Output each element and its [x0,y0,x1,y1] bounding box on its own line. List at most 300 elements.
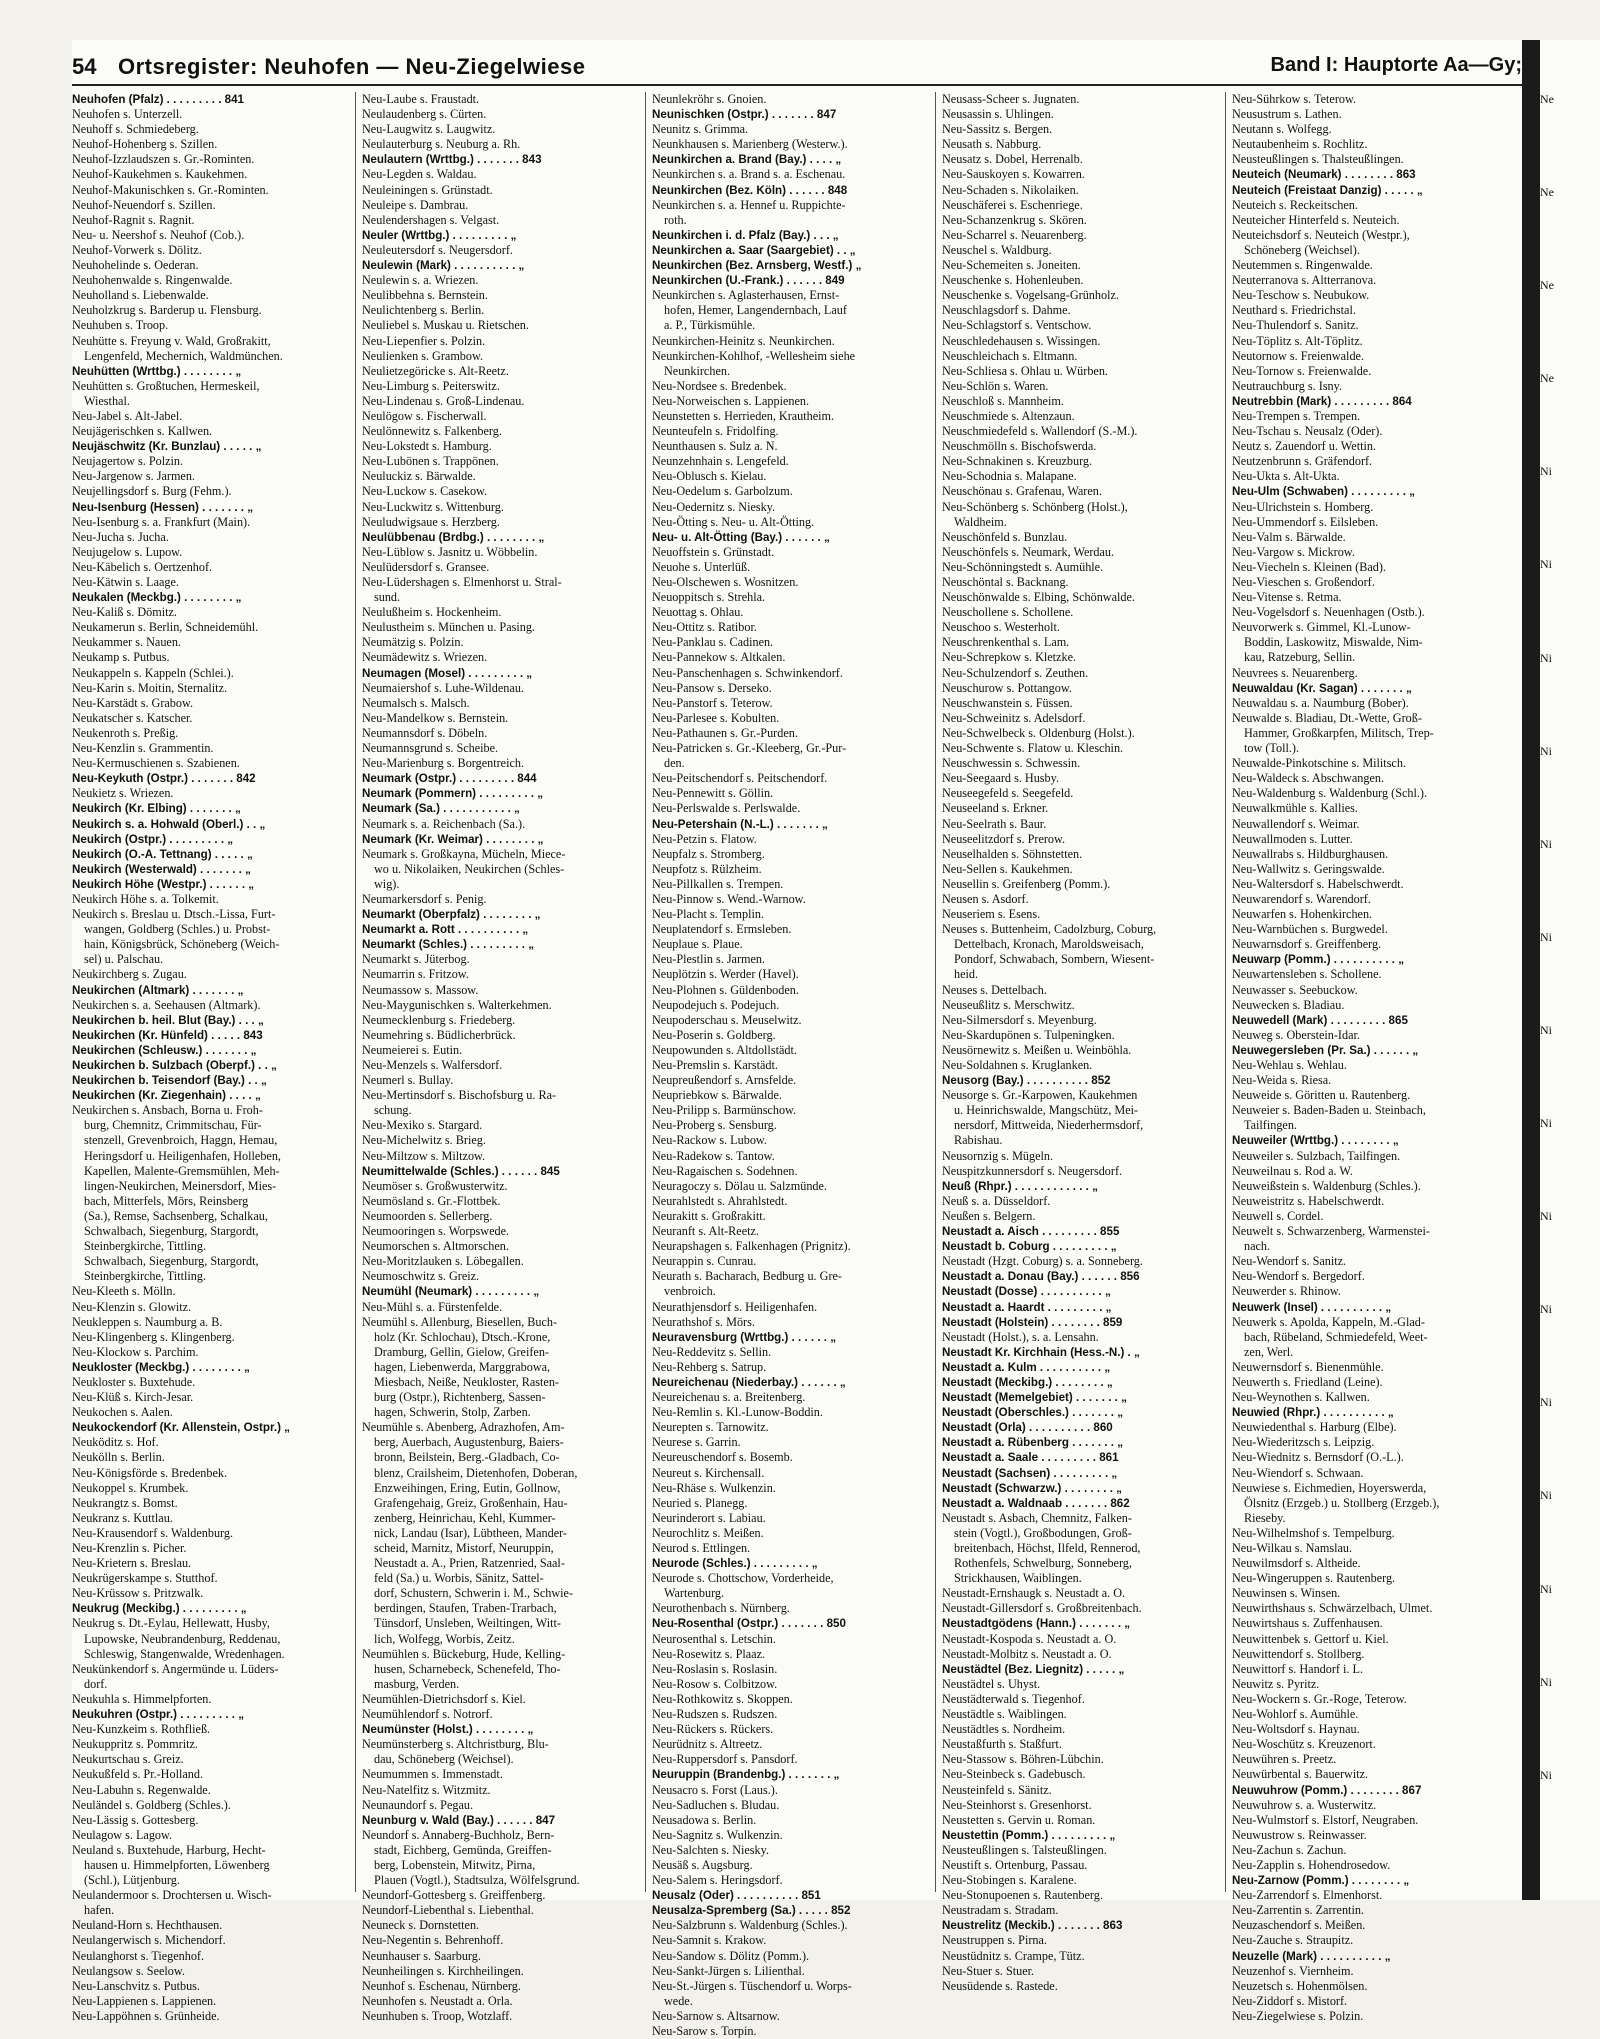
index-entry: Neumarkt s. Jüterbog. [362,952,470,967]
index-entry: hagen, Schwerin, Stolp, Zarben. [374,1405,531,1420]
index-entry: Neunhof s. Eschenau, Nürnberg. [362,1978,521,1993]
index-entry: Neustadt a. Aisch . . . . . . . . . 855 [942,1225,1120,1239]
index-entry: Neu-Schweinitz s. Adelsdorf. [942,710,1086,725]
index-entry: Neunlekröhr s. Gnoien. [652,92,767,106]
index-entry: Neumeierei s. Eutin. [362,1042,463,1057]
index-entry: Neulußheim s. Hockenheim. [362,605,502,620]
index-entry: Neu-Waldenburg s. Waldenburg (Schl.). [1232,786,1428,801]
index-entry: Neu-Viecheln s. Kleinen (Bad). [1232,559,1386,574]
index-entry: Neustadt (Holstein) . . . . . . . . 859 [942,1315,1123,1329]
index-entry: Neuwürbental s. Bauerwitz. [1232,1767,1369,1782]
index-entry: Neu-Valm s. Bärwalde. [1232,529,1346,544]
index-entry: Neureuschendorf s. Bosemb. [652,1450,793,1465]
index-entry: Neu-Lindenau s. Groß-Lindenau. [362,393,525,408]
index-entry: stenzell, Grevenbroich, Haggn, Hemau, [84,1133,278,1148]
index-entry: Neuschwanstein s. Füssen. [942,695,1073,710]
index-entry: Neulendershagen s. Velgast. [362,212,500,227]
index-entry: Neumarkt (Schles.) . . . . . . . . . „ [362,938,535,952]
index-entry: hofen, Hemer, Langendernbach, Lauf [664,303,847,318]
index-column-4 [942,92,1226,1993]
index-entry: Neupreußendorf s. Arnsfelde. [652,1073,797,1088]
index-entry: holz (Kr. Schlochau), Dtsch.-Krone, [374,1329,551,1344]
index-entry: Neu-Luckow s. Casekow. [362,484,488,499]
index-entry: Neu-Mandelkow s. Bernstein. [362,710,509,725]
index-column-1 [72,92,356,2023]
index-entry: Neusassin s. Uhlingen. [942,107,1054,122]
index-entry: Neunhofen s. Neustadt a. Orla. [362,1993,513,2008]
index-entry: Neu-Proberg s. Sensburg. [652,1118,777,1133]
margin-fragment: Ni [1540,1581,1552,1596]
index-entry: Neunzehnhain s. Lengefeld. [652,454,789,469]
index-entry: Neukochen s. Aalen. [72,1405,173,1420]
index-entry: Neuhof-Ragnit s. Ragnit. [72,212,195,227]
index-entry: Neuzetsch s. Hohenmölsen. [1232,1978,1368,1993]
index-entry: Neu-Stobingen s. Karalene. [942,1873,1077,1888]
index-entry: Neutzenbrunn s. Gräfendorf. [1232,454,1373,469]
index-entry: Neukrug s. Dt.-Eylau, Hellewatt, Husby, [72,1616,270,1631]
index-entry: Neulanghorst s. Tiegenhof. [72,1948,205,1963]
index-entry: Neukatscher s. Katscher. [72,710,193,725]
index-entry: hafen. [84,1903,115,1918]
index-entry: Neuwustrow s. Reinwasser. [1232,1827,1367,1842]
index-entry: Neuoppitsch s. Strehla. [652,590,766,605]
index-entry: Neu-Pansow s. Derseko. [652,680,772,695]
index-entry: Neustadtgödens (Hann.) . . . . . . . „ [942,1617,1131,1631]
index-entry: Neuwegersleben (Pr. Sa.) . . . . . . „ [1232,1043,1419,1057]
index-entry: Neu-Kaliß s. Dömitz. [72,605,177,620]
index-entry: Neu-Olschewen s. Wosnitzen. [652,575,799,589]
index-entry: Neu-Rehberg s. Satrup. [652,1359,767,1374]
index-entry: Neuseegefeld s. Seegefeld. [942,786,1074,801]
index-entry: bach, Mitterfels, Mörs, Reinsberg [84,1193,249,1208]
index-entry: berg, Auerbach, Augustenburg, Baiers- [374,1435,564,1450]
index-entry: Neuschollene s. Schollene. [942,605,1074,620]
index-entry: Neu-Radekow s. Tantow. [652,1148,775,1163]
index-entry: Neuranft s. Alt-Reetz. [652,1224,759,1239]
index-entry: Neukuhla s. Himmelpforten. [72,1691,212,1706]
index-entry: Neulietzegöricke s. Alt-Reetz. [362,363,509,378]
index-entry: Neureichenau s. a. Breitenberg. [652,1390,806,1405]
index-entry: Neumehring s. Büdlicherbrück. [362,1027,516,1042]
index-entry: Neuwernsdorf s. Bienenmühle. [1232,1359,1384,1374]
index-entry: Neusteinfeld s. Sänitz. [942,1782,1052,1797]
index-entry: Neukleppen s. Naumburg a. B. [72,1314,223,1329]
index-entry: dorf, Schustern, Schwerin i. M., Schwie- [374,1586,574,1601]
index-entry: Heringsdorf u. Heiligenhafen, Holleben, [84,1148,281,1163]
index-entry: Neuselhalden s. Söhnstetten. [942,846,1083,861]
index-entry: heid. [954,967,979,982]
index-entry: Neu-Ruppersdorf s. Pansdorf. [652,1752,798,1767]
index-entry: Neumoschwitz s. Greiz. [362,1269,480,1284]
index-entry: burg, Chemnitz, Crimmitschau, Für- [84,1118,262,1133]
index-entry: Neuländel s. Goldberg (Schles.). [72,1797,231,1812]
index-entry: Neu-Trempen s. Trempen. [1232,408,1361,423]
margin-fragment: Ni [1540,1209,1552,1224]
index-entry: Neuholzkrug s. Barderup u. Flensburg. [72,303,262,318]
index-entry: Neustadt (Dosse) . . . . . . . . . . „ [942,1285,1111,1299]
index-entry: Neuköditz s. Hof. [72,1435,159,1450]
index-entry: Neustadt b. Coburg . . . . . . . . . „ [942,1240,1117,1254]
index-entry: Neulandermoor s. Drochtersen u. Wisch- [72,1888,272,1903]
index-entry: Neu- u. Neershof s. Neuhof (Cob.). [72,227,245,242]
index-entry: Neunkirchen (U.-Frank.) . . . . . . 849 [652,274,845,288]
index-entry: Lengenfeld, Mechernich, Waldmünchen. [84,348,283,363]
index-entry: Neuleiningen s. Grünstadt. [362,182,493,197]
index-column-3 [652,92,936,2038]
index-entry: Waldheim. [954,514,1007,529]
index-entry: Neuhof-Vorwerk s. Dölitz. [72,242,202,257]
index-entry: Neulichtenberg s. Berlin. [362,303,485,318]
index-entry: Neu-Schwente s. Flatow u. Kleschin. [942,741,1124,756]
index-entry: Neuschloß s. Mannheim. [942,393,1064,408]
index-entry: Neu-Thulendorf s. Sanitz. [1232,318,1359,333]
index-entry: Neu-Petershain (N.-L.) . . . . . . . „ [652,817,828,831]
index-entry: Neukurtschau s. Greiz. [72,1752,184,1767]
index-entry: Neunitz s. Grimma. [652,122,749,137]
index-entry: Neurathjensdorf s. Heiligenhafen. [652,1299,818,1314]
index-entry: Neustaßfurth s. Staßfurt. [942,1737,1062,1752]
index-entry: Neutornow s. Freienwalde. [1232,348,1364,363]
index-entry: Neuplatendorf s. Ermsleben. [652,922,792,937]
index-entry: Neutemmen s. Ringenwalde. [1232,258,1373,273]
index-entry: Neuottag s. Ohlau. [652,605,744,620]
index-entry: Neukirch Höhe (Westpr.) . . . . . . „ [72,877,255,891]
index-entry: Neuplaue s. Plaue. [652,937,743,952]
index-entry: Neuses s. Dettelbach. [942,982,1047,997]
index-entry: Neupowunden s. Altdollstädt. [652,1042,797,1057]
index-entry: Neuschmiede s. Altenzaun. [942,408,1075,423]
index-entry: Neustadt a. A., Prien, Ratzenried, Saal- [374,1556,565,1571]
index-entry: Neuholland s. Liebenwalde. [72,288,209,303]
index-entry: Neustädtles s. Nordheim. [942,1722,1066,1737]
index-entry: Neumöser s. Großwusterwitz. [362,1178,508,1193]
index-entry: Neustadt (Schwarzw.) . . . . . . . . „ [942,1481,1122,1495]
margin-fragment: Ne [1540,92,1554,106]
index-entry: wo u. Nikolaiken, Neukirchen (Schles- [374,861,565,876]
index-entry: Neu-Oblusch s. Kielau. [652,469,767,484]
index-entry: masburg, Verden. [374,1676,460,1691]
index-entry: Neuwittorf s. Handorf i. L. [1232,1661,1363,1676]
index-entry: Neu-Zauche s. Straupitz. [1232,1933,1354,1948]
index-entry: Neumarrin s. Fritzow. [362,967,469,982]
index-entry: Neuwarfen s. Hohenkirchen. [1232,907,1373,922]
index-entry: Neuwarendorf s. Warendorf. [1232,891,1371,906]
index-entry: Neuwaldau (Kr. Sagan) . . . . . . . „ [1232,681,1412,695]
index-entry: Neu-Perlswalde s. Perlswalde. [652,801,801,816]
index-entry: Neuruppin (Brandenbg.) . . . . . . . „ [652,1768,840,1782]
index-entry: Neu-Zarrentin s. Zarrentin. [1232,1903,1364,1918]
index-entry: Neu-Zachun s. Zachun. [1232,1842,1347,1857]
index-entry: Neuravensburg (Wrttbg.) . . . . . . „ [652,1330,837,1344]
index-entry: Neunburg v. Wald (Bay.) . . . . . . 847 [362,1813,556,1827]
index-entry: (Sa.), Remse, Sachsenberg, Schalkau, [84,1208,268,1223]
index-entry: burg (Ostpr.), Richtenberg, Sassen- [374,1390,546,1405]
index-entry: Neu-Sadluchen s. Bludau. [652,1797,780,1812]
index-entry: Neu-Wulmstorf s. Elstorf, Neugraben. [1232,1812,1419,1827]
index-entry: Neumaiershof s. Luhe-Wildenau. [362,680,524,695]
index-entry: Neu-Schlagstorf s. Ventschow. [942,318,1092,333]
index-entry: scheid, Marnitz, Mistorf, Neuruppin, [374,1541,554,1555]
index-entry: Neu-Wallwitz s. Geringswalde. [1232,861,1385,876]
index-entry: Neuler (Wrttbg.) . . . . . . . . . „ [362,228,517,242]
index-entry: Neustädterwald s. Tiegenhof. [942,1691,1085,1706]
index-entry: Neuwelt s. Schwarzenberg, Warmenstei- [1232,1224,1430,1239]
index-entry: nick, Landau (Isar), Lübtheen, Mander- [374,1525,567,1540]
index-entry: Neuwallmoden s. Lutter. [1232,831,1353,846]
index-entry: Neu-Krietern s. Breslau. [72,1556,192,1571]
index-entry: Neumühlendorf s. Notrorf. [362,1707,493,1722]
index-entry: Neu-Oedelum s. Garbolzum. [652,484,793,499]
index-entry: Neuhof-Neuendorf s. Szillen. [72,197,216,212]
index-entry: Dettelbach, Kronach, Maroldsweisach, [954,937,1144,952]
index-entry: berdingen, Staufen, Traben-Trarbach, [374,1601,557,1616]
index-entry: Neurathshof s. Mörs. [652,1314,755,1329]
index-entry: Neukrug (Meckibg.) . . . . . . . . . „ [72,1602,247,1616]
index-entry: Neu-Sellen s. Kaukehmen. [942,861,1073,876]
index-entry: Neukünkendorf s. Angermünde u. Lüders- [72,1661,279,1676]
index-entry: nersdorf, Mittweida, Niederhermsdorf, [954,1118,1144,1133]
index-entry: Neu-Rhäse s. Wulkenzin. [652,1480,776,1495]
index-entry: Neu-Jabel s. Alt-Jabel. [72,408,183,423]
margin-fragment: Ni [1540,1395,1552,1410]
index-entry: kau, Ratzeburg, Sellin. [1244,650,1356,665]
index-entry: Neuhuben s. Troop. [72,318,169,333]
index-entry: Neuweiler (Wrttbg.) . . . . . . . . „ [1232,1134,1399,1148]
index-entry: Neukirch (Westerwald) . . . . . . . „ [72,862,251,876]
index-entry: Neumühl s. Allenburg, Biesellen, Buch- [362,1314,558,1329]
index-entry: Neu-Zapplin s. Hohendrosedow. [1232,1857,1391,1872]
index-entry: Neustadt-Kospoda s. Neustadt a. O. [942,1631,1117,1646]
index-entry: Neuwittenbek s. Gettorf u. Kiel. [1232,1631,1389,1646]
index-entry: Neujäschwitz (Kr. Bunzlau) . . . . . „ [72,440,262,454]
index-entry: Neu-Vitense s. Retma. [1232,590,1342,605]
index-entry: Neu-Woltsdorf s. Haynau. [1232,1722,1360,1737]
index-entry: Neustift s. Ortenburg, Passau. [942,1857,1088,1872]
index-entry: Neu-Menzels s. Walfersdorf. [362,1058,503,1072]
margin-fragment: Ne [1540,185,1554,200]
index-entry: Neulögow s. Fischerwall. [362,408,487,423]
index-entry: Neulangerwisch s. Michendorf. [72,1933,226,1948]
index-entry: Neuthard s. Friedrichstal. [1232,303,1356,318]
index-entry: Neurod s. Ettlingen. [652,1541,751,1555]
index-entry: Neunstetten s. Herrieden, Krautheim. [652,408,835,423]
index-entry: Neujellingsdorf s. Burg (Fehm.). [72,484,232,499]
index-entry: Neustadt (Memelgebiet) . . . . . . . „ [942,1391,1127,1405]
index-entry: Neuhoff s. Schmiedeberg. [72,122,199,137]
index-entry: Neuohe s. Unterlüß. [652,559,751,574]
index-entry: Neu-Ukta s. Alt-Ukta. [1232,469,1340,484]
index-entry: wangen, Goldberg (Schles.) u. Probst- [84,922,271,937]
index-entry: Neusalz (Oder) . . . . . . . . . . 851 [652,1889,821,1903]
index-entry: Neupfalz s. Stromberg. [652,846,765,861]
index-entry: Neuwecken s. Bladiau. [1232,997,1345,1012]
index-entry: Neukirch Höhe s. a. Tolkemit. [72,891,219,906]
index-entry: Neuweide s. Göritten u. Rautenberg. [1232,1088,1411,1103]
index-entry: Neurosenthal s. Letschin. [652,1631,776,1646]
index-entry: Neu-Klüß s. Kirch-Jesar. [72,1390,194,1405]
index-entry: Neu-Jucha s. Jucha. [72,529,169,544]
index-entry: Neu-Pinnow s. Wend.-Warnow. [652,891,806,906]
index-entry: Neunkirchen s. Aglasterhausen, Ernst- [652,288,840,303]
index-entry: Neupoderschau s. Meuselwitz. [652,1012,802,1027]
index-entry: Neu-Peitschendorf s. Peitschendorf. [652,771,828,786]
index-entry: Neuvrees s. Neuarenberg. [1232,665,1358,680]
index-entry: Neuwalde-Pinkotschine s. Militsch. [1232,756,1406,771]
index-entry: Neu-Tornow s. Freienwalde. [1232,363,1372,378]
margin-fragment: Ni [1540,1767,1552,1782]
index-entry: Neukloster (Meckbg.) . . . . . . . . „ [72,1360,250,1374]
index-entry: Neu-St.-Jürgen s. Tüschendorf u. Worps- [652,1978,852,1993]
index-entry: Neu-Petzin s. Flatow. [652,831,757,846]
index-entry: Neu-Sankt-Jürgen s. Lilienthal. [652,1963,805,1978]
index-entry: Neutrebbin (Mark) . . . . . . . . . 864 [1232,394,1412,408]
index-entry: Neusalza-Spremberg (Sa.) . . . . . 852 [652,1904,851,1918]
index-entry: Neu-Königsförde s. Bredenbek. [72,1465,228,1480]
index-entry: Neuwedell (Mark) . . . . . . . . . 865 [1232,1013,1408,1027]
index-entry: Neurese s. Garrin. [652,1435,741,1450]
index-entry: lich, Wolfegg, Worbis, Zeitz. [374,1631,515,1646]
index-entry: Neuwiese s. Eichmedien, Hoyerswerda, [1232,1480,1427,1495]
index-entry: Neustadt a. Saale . . . . . . . . . 861 [942,1451,1119,1465]
index-entry: Neukuppritz s. Pommritz. [72,1737,198,1752]
index-entry: stein (Vogtl.), Großbodungen, Groß- [954,1525,1132,1540]
index-entry: Neu-Rackow s. Lubow. [652,1133,767,1148]
margin-fragment: Ni [1540,929,1552,944]
index-entry: Neuwirthshaus s. Schwärzelbach, Ulmet. [1232,1601,1433,1616]
index-entry: Neunhuben s. Troop, Wotzlaff. [362,2008,513,2023]
index-entry: Neuzelle (Mark) . . . . . . . . . . „ [1232,1949,1391,1963]
index-entry: Neuterranova s. Altterranova. [1232,273,1377,288]
index-entry: Neu-Schliesa s. Ohlau u. Würben. [942,363,1108,378]
index-entry: Neu-Wendorf s. Sanitz. [1232,1254,1347,1269]
index-entry: Neukamerun s. Berlin, Schneidemühl. [72,620,259,635]
index-entry: Neu-Marienburg s. Borgentreich. [362,756,525,771]
index-entry: Pondorf, Schwabach, Sombern, Wiesent- [954,952,1155,967]
index-entry: sel) u. Palschau. [84,952,164,967]
index-entry: breitenbach, Höchst, Ilfeld, Rennerod, [954,1541,1141,1555]
index-entry: Neukranz s. Kuttlau. [72,1510,173,1525]
index-entry: Neuzaschendorf s. Meißen. [1232,1918,1366,1933]
index-entry: Neußen s. Belgern. [942,1208,1036,1223]
index-entry: Neusath s. Nabburg. [942,137,1042,152]
index-entry: Neukrangtz s. Bomst. [72,1495,178,1510]
index-entry: Neu-Vogelsdorf s. Neuenhagen (Ostb.). [1232,605,1425,620]
index-entry: Neu-Prilipp s. Barmünschow. [652,1103,797,1118]
index-entry: Neuhohelinde s. Oederan. [72,258,199,273]
index-entry: Neusorg (Bay.) . . . . . . . . . . 852 [942,1074,1111,1088]
index-entry: Wartenburg. [664,1586,725,1601]
index-entry: Neureut s. Kirchensall. [652,1465,765,1480]
index-entry: Neu-Natelfitz s. Witzmitz. [362,1782,491,1797]
index-entry: Neu-Rothkowitz s. Skoppen. [652,1691,793,1706]
index-entry: Neukirchen b. Teisendorf (Bay.) . . „ [72,1074,267,1088]
index-entry: Neu-Plohnen s. Güldenboden. [652,982,799,997]
index-entry: Neuweißstein s. Waldenburg (Schles.). [1232,1178,1421,1193]
index-entry: Neuwiedenthal s. Harburg (Elbe). [1232,1420,1397,1435]
index-entry: Neunkirchen (Bez. Arnsberg, Westf.) „ [652,259,862,273]
index-entry: Neumark s. a. Reichenbach (Sa.). [362,816,526,831]
index-entry: Neurode (Schles.) . . . . . . . . . „ [652,1557,818,1571]
index-entry: Neuhohenwalde s. Ringenwalde. [72,273,233,288]
index-entry: Neustadt-Ernshaugk s. Neustadt a. O. [942,1586,1126,1601]
index-entry: Neukirchen (Kr. Ziegenhain) . . . . „ [72,1089,261,1103]
index-entry: Neuschöntal s. Backnang. [942,575,1069,589]
index-entry: Wiesthal. [84,393,130,408]
index-entry: hausen u. Himmelpforten, Löwenberg [84,1857,270,1872]
index-entry: Neu-Waldeck s. Abschwangen. [1232,771,1384,786]
volume-label: Band I: Hauptorte Aa—Gy; [1270,54,1522,76]
index-entry: Neuschenke s. Vogelsang-Grünholz. [942,288,1119,303]
index-entry: Neukirch (Ostpr.) . . . . . . . . . „ [72,832,234,846]
index-entry: Neumannsgrund s. Scheibe. [362,741,499,756]
index-entry: Neu-Keykuth (Ostpr.) . . . . . . . 842 [72,772,256,786]
index-entry: Neuland s. Buxtehude, Harburg, Hecht- [72,1842,266,1857]
index-entry: Neuweg s. Oberstein-Idar. [1232,1027,1360,1042]
index-entry: Neunkirchen. [664,363,730,378]
index-entry: Neu-Negentin s. Behrenhoff. [362,1933,504,1948]
index-entry: Neustadt Kr. Kirchhain (Hess.-N.) . „ [942,1345,1140,1359]
index-entry: Neu-Lüdershagen s. Elmenhorst u. Stral- [362,575,562,589]
index-entry: Neuschmölln s. Bischofswerda. [942,439,1097,454]
index-entry: Neu-Pennewitt s. Göllin. [652,786,774,801]
index-entry: Neu-Michelwitz s. Brieg. [362,1133,486,1148]
index-entry: Neurapshagen s. Falkenhagen (Prignitz). [652,1239,851,1254]
index-entry: Neuwerder s. Rhinow. [1232,1284,1341,1299]
index-entry: Neupodejuch s. Podejuch. [652,997,780,1012]
index-entry: Neu-Töplitz s. Alt-Töplitz. [1232,333,1363,348]
index-entry: Neustadt (Hzgt. Coburg) s. a. Sonneberg. [942,1254,1143,1269]
index-entry: Neutz s. Zauendorf u. Wettin. [1232,439,1376,454]
index-entry: Neusornzig s. Mügeln. [942,1148,1054,1163]
index-entry: Neuhof-Makunischken s. Gr.-Rominten. [72,182,269,197]
index-entry: Neu-Tschau s. Neusalz (Oder). [1232,424,1383,439]
index-entry: Neu-Oedernitz s. Niesky. [652,499,776,514]
index-entry: Neundorf s. Annaberg-Buchholz, Bern- [362,1827,555,1842]
index-entry: Neuschönau s. Grafenau, Waren. [942,484,1102,499]
index-entry: Neurath s. Bacharach, Bedburg u. Gre- [652,1269,842,1284]
index-entry: Neukirch (O.-A. Tettnang) . . . . . „ [72,847,253,861]
index-entry: Kapellen, Malente-Gremsmühlen, Meh- [84,1163,280,1178]
index-entry: Miesbach, Neiße, Neukloster, Rasten- [374,1374,559,1389]
index-entry: Strickhausen, Waiblingen. [954,1571,1082,1586]
index-entry: Neuwittendorf s. Stollberg. [1232,1646,1365,1661]
index-entry: Neukappeln s. Kappeln (Schlei.). [72,665,234,680]
index-entry: Neuhof-Hohenberg s. Szillen. [72,137,218,152]
index-entry: Neu-Seegaard s. Husby. [942,771,1059,786]
index-entry: Neukirchberg s. Zugau. [72,967,187,982]
index-page [72,40,1522,2038]
index-entry: Neuland-Horn s. Hechthausen. [72,1918,223,1933]
index-entry: Neu-Mexiko s. Stargard. [362,1118,483,1133]
index-entry: Neu-Teschow s. Neubukow. [1232,288,1370,303]
index-entry: Neu-Pannekow s. Altkalen. [652,650,786,665]
index-columns [72,92,1522,2038]
index-entry: a. P., Türkismühle. [664,318,756,333]
index-entry: stadt, Eichberg, Gemünda, Greiffen- [374,1842,552,1857]
index-entry: Neumösland s. Gr.-Flottbek. [362,1193,501,1208]
index-entry: sund. [374,590,401,605]
index-entry: Neu-Klenzin s. Glowitz. [72,1299,192,1314]
index-entry: Neulübbenau (Brdbg.) . . . . . . . . „ [362,530,545,544]
index-entry: Neu-Steinhorst s. Gresenhorst. [942,1797,1092,1812]
index-entry: Neunkirchen (Bez. Köln) . . . . . . 848 [652,183,848,197]
index-entry: Neu-Laube s. Fraustadt. [362,92,480,106]
index-entry: feld (Sa.) u. Worbis, Sänitz, Sattel- [374,1571,544,1586]
index-column-2 [362,92,646,2023]
index-entry: Neuhütte s. Freyung v. Wald, Großrakitt, [72,333,271,348]
index-entry: Neuschoo s. Westerholt. [942,620,1060,635]
index-entry: Neumoorden s. Sellerberg. [362,1208,493,1223]
